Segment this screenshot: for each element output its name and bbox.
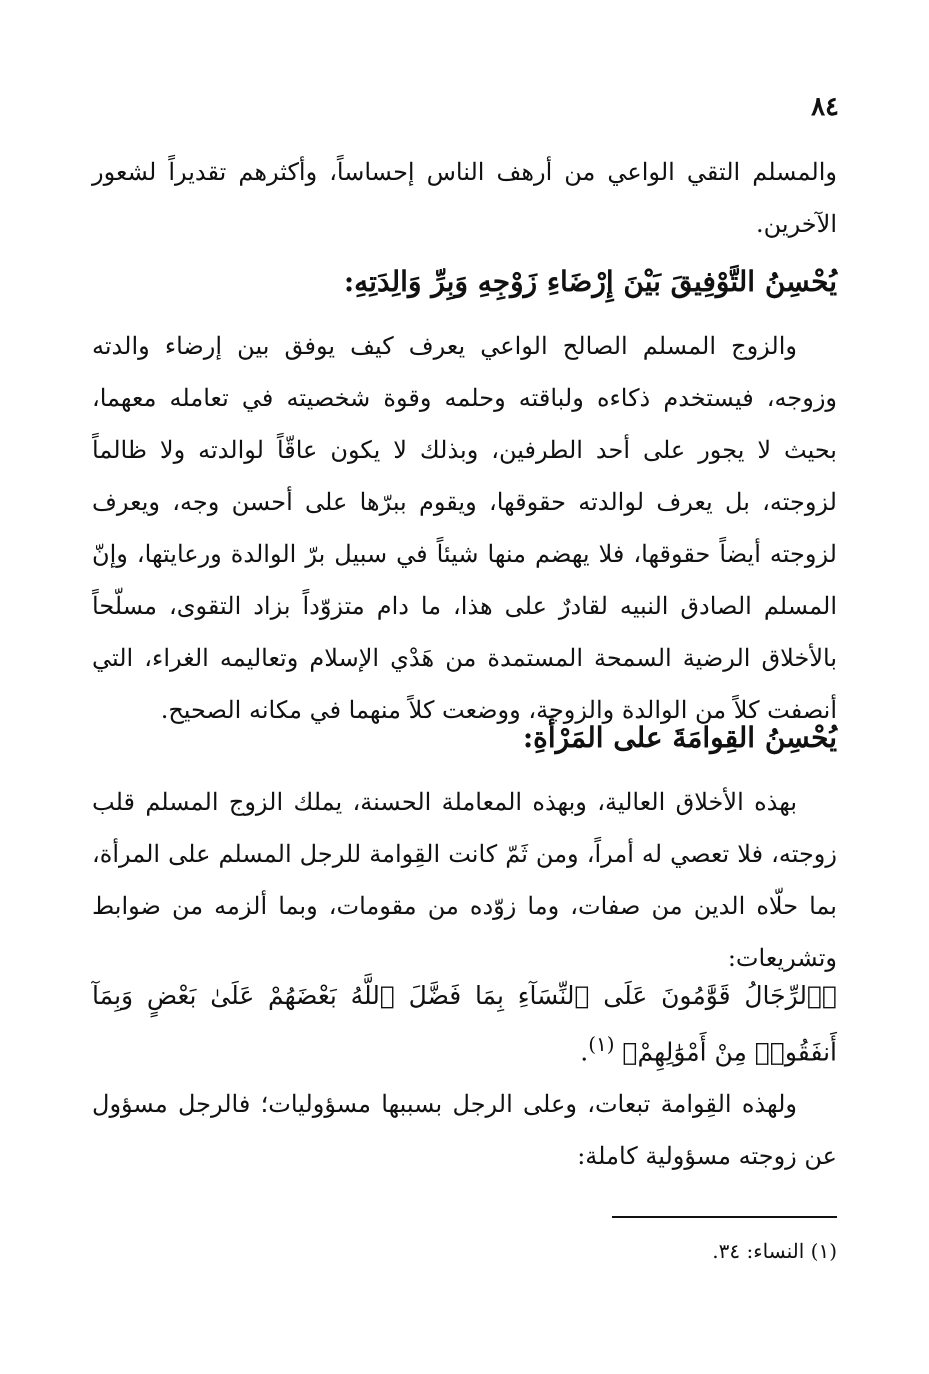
after-verse-block	[92, 1078, 837, 1182]
footnote	[437, 1236, 837, 1266]
section2-paragraph: بهذه الأخلاق العالية، وبهذه المعاملة الحسنة، يملك الزوج المسلم قلب زوجته، فلا تعصي له أمراً، ومن ثَمّ كانت القِوامة للرجل المسلم على المرأة، بما حلّاه الدين من صفات، وما زوّده من مقومات، وبما ألزمه من ضوابط وتشريعات:	[92, 788, 837, 972]
verse-footnote-marker: (١)	[588, 1032, 615, 1056]
footnote-marker: (١)	[810, 1239, 837, 1263]
section2-body-block	[92, 776, 837, 984]
section-heading-guardianship: يُحْسِنُ القِوامَةَ على المَرْأَةِ:	[522, 721, 837, 754]
verse-end-period: .	[580, 1037, 589, 1067]
page-number: ٨٤	[811, 92, 839, 122]
footnote-text: النساء: ٣٤.	[712, 1239, 805, 1263]
section1-body-block	[92, 320, 837, 736]
intro-paragraph: والمسلم التقي الواعي من أرهف الناس إحساساً، وأكثرهم تقديراً لشعور الآخرين.	[92, 158, 837, 238]
footnote-divider	[612, 1216, 837, 1218]
quran-verse	[92, 972, 837, 1076]
section1-paragraph: والزوج المسلم الصالح الواعي يعرف كيف يوفق بين إرضاء والدته وزوجه، فيستخدم ذكاءه ولباقته وحلمه وقوة شخصيته في تعامله معهما، بحيث لا يجور على أحد الطرفين، وبذلك لا يكون عاقّاً لوالدته ولا ظالماً لزوجته، بل يعرف لوالدته حقوقها، ويقوم ببرّها على أحسن وجه، ويعرف لزوجته أيضاً حقوقها، فلا يهضم منها شيئاً في سبيل برّ الوالدة ورعايتها، وإنّ المسلم الصادق النبيه لقادرٌ على هذا، ما دام متزوّداً بزاد التقوى، مسلّحاً بالأخلاق الرضية السمحة المستمدة من هَدْي الإسلام وتعاليمه الغراء، التي أنصفت كلاً من الوالدة والزوجة، ووضعت كلاً منهما في مكانه الصحيح.	[92, 332, 838, 724]
section-heading-reconcile: يُحْسِنُ التَّوْفِيقَ بَيْنَ إِرْضَاءِ زَوْجِهِ وَبِرِّ وَالِدَتِهِ:	[343, 265, 837, 298]
quran-verse-text: ﴿ٱلرِّجَالُ قَوَّٰمُونَ عَلَى ٱلنِّسَآءِ بِمَا فَضَّلَ ٱللَّهُ بَعْضَهُمْ عَلَىٰ بَعْضٍ وَبِمَآ أَنفَقُوا۟ مِنْ أَمْوَٰلِهِمْ﴾	[92, 981, 837, 1067]
after-verse-paragraph: ولهذه القِوامة تبعات، وعلى الرجل بسببها مسؤوليات؛ فالرجل مسؤول عن زوجته مسؤولية كاملة:	[92, 1090, 837, 1170]
intro-paragraph-block	[92, 146, 837, 250]
